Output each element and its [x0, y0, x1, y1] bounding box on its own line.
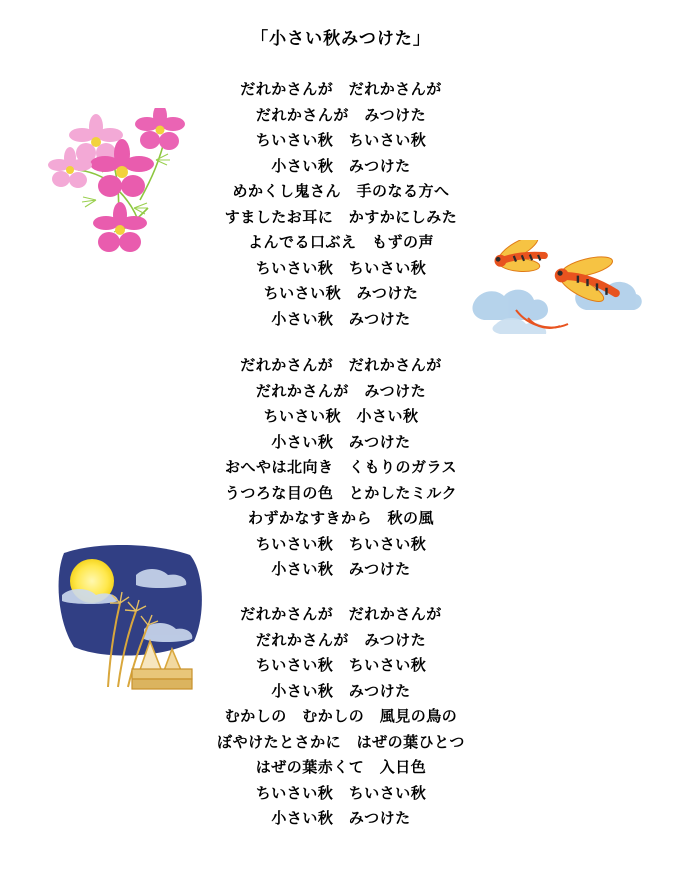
- lyric-line: ちいさい秋 ちいさい秋: [255, 534, 427, 553]
- lyric-line: おへやは北向き くもりのガラス: [224, 458, 458, 476]
- lyric-line: 小さい秋 みつけた: [271, 560, 411, 578]
- lyric-line: だれかさんが だれかさんが: [240, 80, 442, 98]
- lyric-line: むかしの むかしの 風見の鳥の: [224, 707, 458, 725]
- lyric-line: めかくし鬼さん 手のなる方へ: [232, 182, 450, 200]
- lyric-line: だれかさんが だれかさんが: [240, 356, 442, 374]
- lyric-line: だれかさんが みつけた: [255, 630, 427, 649]
- lyric-line: だれかさんが みつけた: [255, 105, 427, 124]
- lyric-line: うつろな目の色 とかしたミルク: [224, 483, 458, 502]
- lyric-line: 小さい秋 みつけた: [271, 156, 411, 175]
- lyric-line: ちいさい秋 ちいさい秋: [255, 258, 427, 277]
- lyric-line: 小さい秋 みつけた: [271, 309, 411, 328]
- lyric-line: 小さい秋 みつけた: [271, 681, 411, 700]
- page-title: 「小さい秋みつけた」: [251, 29, 431, 49]
- lyric-line: 小さい秋 みつけた: [271, 809, 411, 827]
- lyric-line: ちいさい秋 みつけた: [263, 284, 419, 302]
- lyric-line: すましたお耳に かすかにしみた: [224, 207, 458, 226]
- lyric-line: よんでる口ぶえ もずの声: [247, 233, 434, 251]
- lyric-line: ちいさい秋 小さい秋: [263, 407, 419, 425]
- lyric-line: ぼやけたとさかに はぜの葉ひとつ: [217, 732, 465, 751]
- dragonflies-illustration: [470, 240, 645, 355]
- lyric-line: ちいさい秋 ちいさい秋: [255, 656, 427, 674]
- lyric-line: ちいさい秋 ちいさい秋: [255, 131, 427, 149]
- lyric-line: ちいさい秋 ちいさい秋: [255, 783, 427, 802]
- lyric-line: 小さい秋 みつけた: [271, 432, 411, 451]
- verse-3: [0, 602, 682, 832]
- lyric-line: だれかさんが だれかさんが: [240, 605, 442, 623]
- lyric-line: わずかなすきから 秋の風: [247, 509, 434, 527]
- lyric-line: はぜの葉赤くて 入日色: [255, 758, 427, 776]
- lyric-line: だれかさんが みつけた: [255, 381, 427, 400]
